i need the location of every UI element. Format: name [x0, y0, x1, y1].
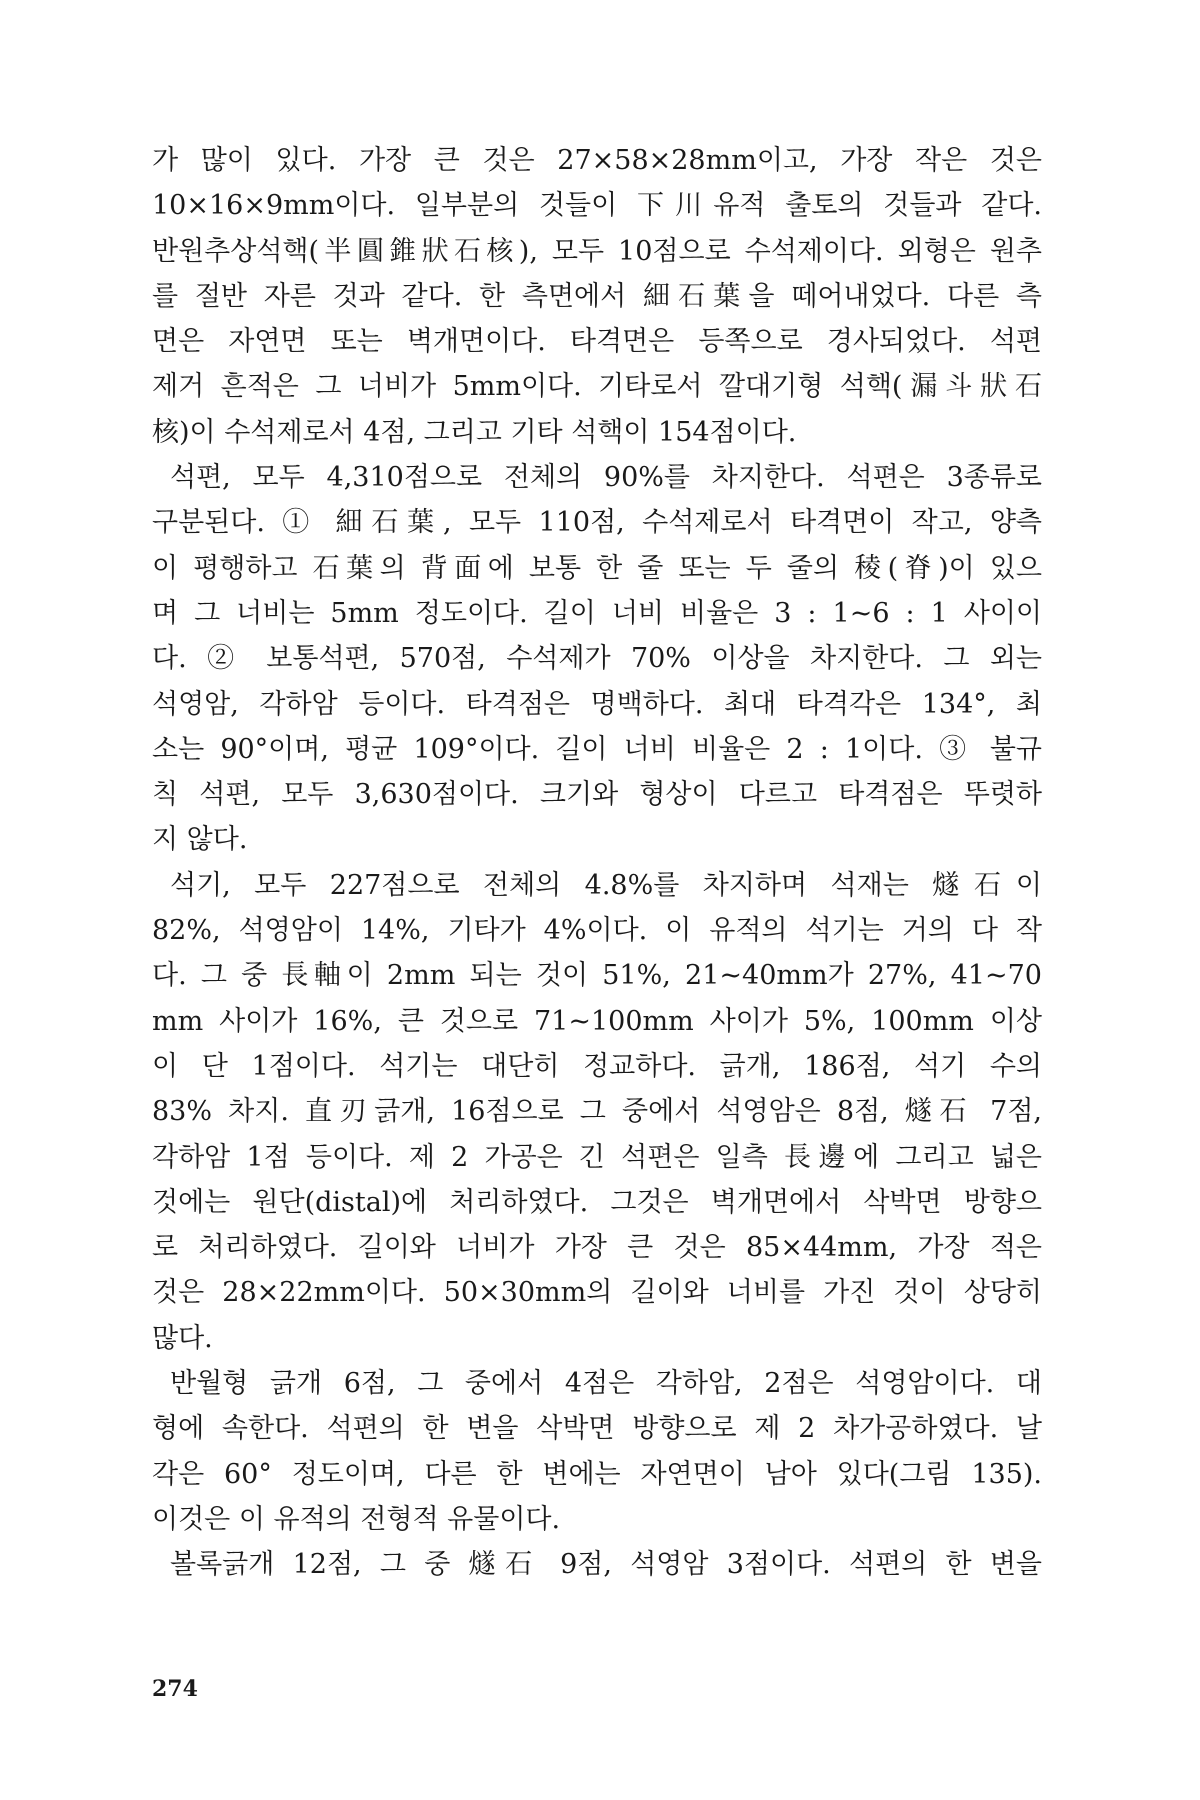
text-line: 면은 자연면 또는 벽개면이다. 타격면은 등쪽으로 경사되었다. 석편	[152, 326, 1042, 358]
text-line: 이 평행하고 石葉의 背面에 보통 한 줄 또는 두 줄의 稜(脊)이 있으	[152, 552, 1042, 584]
text-line: 로 처리하였다. 길이와 너비가 가장 큰 것은 85×44mm, 가장 적은	[152, 1232, 1042, 1264]
text-line: 제거 흔적은 그 너비가 5mm이다. 기타로서 깔대기형 석핵(漏斗狀石	[152, 371, 1042, 403]
text-line: 核)이 수석제로서 4점, 그리고 기타 석핵이 154점이다.	[152, 416, 797, 448]
text-line: 다. ② 보통석편, 570점, 수석제가 70% 이상을 차지한다. 그 외는	[152, 643, 1042, 675]
text-line: 석영암, 각하암 등이다. 타격점은 명백하다. 최대 타격각은 134°, 최	[152, 688, 1042, 720]
text-line: 형에 속한다. 석편의 한 변을 삭박면 방향으로 제 2 차가공하였다. 날	[152, 1413, 1042, 1445]
text-line: 소는 90°이며, 평균 109°이다. 길이 너비 비율은 2 : 1이다. ③ 불규	[152, 733, 1042, 765]
text-line: 것에는 원단(distal)에 처리하였다. 그것은 벽개면에서 삭박면 방향으	[152, 1186, 1042, 1218]
text-line: 이것은 이 유적의 전형적 유물이다.	[152, 1503, 561, 1535]
text-line: 며 그 너비는 5mm 정도이다. 길이 너비 비율은 3 : 1~6 : 1 사이이	[152, 597, 1042, 629]
text-line: 지 않다.	[152, 824, 248, 856]
text-line: 각은 60° 정도이며, 다른 한 변에는 자연면이 남아 있다(그림 135).	[152, 1458, 1042, 1490]
text-line: 를 절반 자른 것과 같다. 한 측면에서 細石葉을 떼어내었다. 다른 측	[152, 280, 1042, 312]
text-line: 많다.	[152, 1322, 213, 1354]
text-line: mm 사이가 16%, 큰 것으로 71~100mm 사이가 5%, 100mm 이상	[152, 1005, 1042, 1037]
text-line: 것은 28×22mm이다. 50×30mm의 길이와 너비를 가진 것이 상당히	[152, 1277, 1042, 1309]
text-line: 석편, 모두 4,310점으로 전체의 90%를 차지한다. 석편은 3종류로	[170, 462, 1042, 494]
text-line: 83% 차지. 直刃긁개, 16점으로 그 중에서 석영암은 8점, 燧石 7점,	[152, 1096, 1042, 1128]
text-line: 칙 석편, 모두 3,630점이다. 크기와 형상이 다르고 타격점은 뚜렷하	[152, 779, 1042, 811]
text-line: 반원추상석핵(半圓錐狀石核), 모두 10점으로 수석제이다. 외형은 원추	[152, 235, 1042, 267]
text-line: 볼록긁개 12점, 그 중 燧石 9점, 석영암 3점이다. 석편의 한 변을	[170, 1549, 1042, 1581]
text-line: 가 많이 있다. 가장 큰 것은 27×58×28mm이고, 가장 작은 것은	[152, 145, 1042, 176]
text-line: 다. 그 중 長軸이 2mm 되는 것이 51%, 21~40mm가 27%, 41~70	[152, 960, 1042, 992]
text-line: 반월형 긁개 6점, 그 중에서 4점은 각하암, 2점은 석영암이다. 대	[170, 1368, 1042, 1400]
text-line: 10×16×9mm이다. 일부분의 것들이 下川유적 출토의 것들과 같다.	[152, 190, 1042, 222]
text-line: 석기, 모두 227점으로 전체의 4.8%를 차지하며 석재는 燧石이	[170, 869, 1042, 901]
text-line: 이 단 1점이다. 석기는 대단히 정교하다. 긁개, 186점, 석기 수의	[152, 1050, 1042, 1082]
body-text	[152, 138, 1042, 1588]
text-line: 각하암 1점 등이다. 제 2 가공은 긴 석편은 일측 長邊에 그리고 넓은	[152, 1141, 1042, 1173]
text-line: 구분된다. ① 細石葉, 모두 110점, 수석제로서 타격면이 작고, 양측	[152, 507, 1042, 539]
page-number: 274	[152, 1676, 198, 1702]
text-line: 82%, 석영암이 14%, 기타가 4%이다. 이 유적의 석기는 거의 다 작	[152, 915, 1042, 947]
